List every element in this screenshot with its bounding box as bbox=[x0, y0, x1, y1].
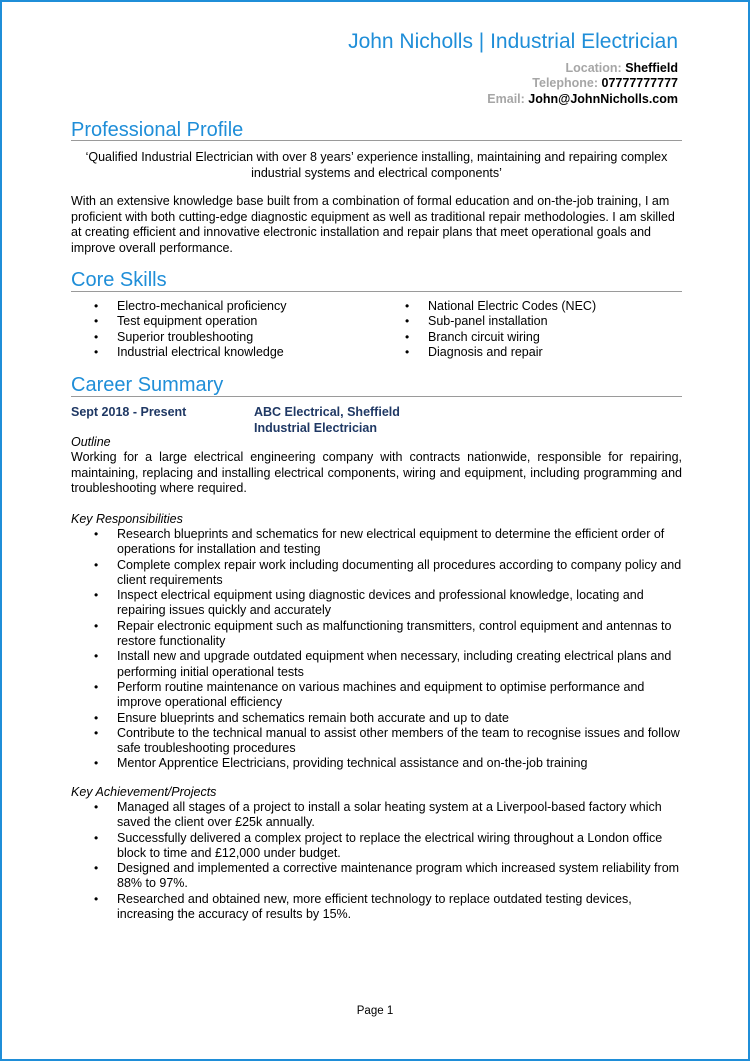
list-item: • Install new and upgrade outdated equipment when necessary, including creating electrical plans and performing initial operational tests bbox=[94, 649, 672, 679]
profile-summary: With an extensive knowledge base built from a combination of formal education and on-the-job training, I am proficient with both cutting-edge diagnostic equipment as well as traditional repair methodologies. I am skilled at creating efficient and innovative electronic installation and repair plans that meet operational goals and improve overall performance. bbox=[71, 194, 675, 255]
job-employer-block bbox=[254, 405, 400, 436]
bullet-icon: • bbox=[94, 830, 99, 845]
list-item: • Researched and obtained new, more efficient technology to replace outdated testing devices, increasing the accuracy of results by 15%. bbox=[94, 891, 632, 922]
achievements-label: Key Achievement/Projects bbox=[71, 785, 217, 799]
skill-item: • Superior troubleshooting bbox=[94, 329, 254, 344]
bullet-icon: • bbox=[94, 314, 99, 329]
list-item: • Contribute to the technical manual to assist other members of the team to recognise issues and follow safe troubleshooting procedures bbox=[94, 725, 680, 756]
skill-item: • Industrial electrical knowledge bbox=[94, 344, 284, 359]
bullet-icon: • bbox=[405, 344, 410, 359]
telephone-value: 07777777777 bbox=[601, 76, 678, 90]
email-label: Email: bbox=[487, 92, 525, 106]
telephone-line bbox=[532, 75, 678, 91]
bullet-icon: • bbox=[94, 891, 99, 906]
list-item: • Complete complex repair work including documenting all procedures according to company policy and client requirements bbox=[94, 557, 682, 587]
bullet-icon: • bbox=[94, 679, 99, 694]
bullet-icon: • bbox=[94, 649, 99, 664]
bullet-icon: • bbox=[94, 710, 99, 725]
telephone-label: Telephone: bbox=[532, 76, 599, 90]
bullet-icon: • bbox=[405, 299, 410, 313]
skills-list-right bbox=[382, 299, 672, 360]
list-item: • Successfully delivered a complex project to replace the electrical wiring throughout a London office block to time and £12,000 under budget. bbox=[94, 830, 663, 860]
bullet-icon: • bbox=[94, 756, 99, 771]
list-item: • Designed and implemented a corrective maintenance program which increased system reliability from 88% to 97%. bbox=[94, 861, 680, 891]
page-number: Page 1 bbox=[356, 1005, 394, 1017]
profile-heading: Professional Profile bbox=[71, 119, 244, 141]
responsibilities-label: Key Responsibilities bbox=[71, 512, 183, 526]
email-value: John@JohnNicholls.com bbox=[528, 92, 678, 106]
skill-item: • Diagnosis and repair bbox=[405, 344, 543, 359]
bullet-icon: • bbox=[94, 557, 99, 572]
career-heading: Career Summary bbox=[71, 374, 224, 396]
location-value: Sheffield bbox=[625, 61, 678, 75]
job-outline: Working for a large electrical engineering company with contracts nationwide, responsible for repairing, maintaining, replacing and installing electrical components, wiring and equipment, including programming and troubleshooting where required. bbox=[71, 450, 682, 495]
skills-divider bbox=[71, 291, 682, 292]
location-line bbox=[565, 60, 678, 76]
bullet-icon: • bbox=[94, 527, 99, 541]
skill-item: • Branch circuit wiring bbox=[405, 329, 540, 344]
bullet-icon: • bbox=[94, 299, 99, 313]
location-label: Location: bbox=[565, 61, 622, 75]
career-divider bbox=[71, 396, 682, 397]
bullet-icon: • bbox=[94, 344, 99, 359]
outline-label: Outline bbox=[71, 435, 111, 449]
skill-item: • Sub-panel installation bbox=[405, 314, 548, 329]
bullet-icon: • bbox=[94, 861, 99, 876]
list-item: • Ensure blueprints and schematics remain both accurate and up to date bbox=[94, 710, 509, 725]
responsibilities-list bbox=[71, 527, 682, 772]
list-item: • Research blueprints and schematics for new electrical equipment to determine the efficient order of operations for installation and testing bbox=[94, 527, 665, 557]
bullet-icon: • bbox=[94, 329, 99, 344]
skills-list-left bbox=[71, 299, 361, 360]
bullet-icon: • bbox=[94, 725, 99, 740]
bullet-icon: • bbox=[94, 588, 99, 603]
skill-item: • Test equipment operation bbox=[94, 314, 258, 329]
list-item: • Inspect electrical equipment using diagnostic devices and professional knowledge, locating and repairing issues quickly and accurately bbox=[94, 588, 644, 618]
skill-item: • National Electric Codes (NEC) bbox=[405, 299, 597, 313]
name-title: John Nicholls | Industrial Electrician bbox=[348, 30, 678, 53]
job-role: Industrial Electrician bbox=[254, 420, 377, 435]
profile-quote: ‘Qualified Industrial Electrician with over 8 years’ experience installing, maintaining and repairing complex industrial systems and electrical components’ bbox=[85, 150, 668, 180]
bullet-icon: • bbox=[405, 314, 410, 329]
list-item: • Repair electronic equipment such as malfunctioning transmitters, control equipment and antennas to restore functionality bbox=[94, 618, 672, 649]
skills-heading: Core Skills bbox=[71, 269, 167, 291]
achievements-list bbox=[71, 800, 682, 922]
list-item: • Managed all stages of a project to install a solar heating system at a Liverpool-based factory which saved the client over £25k annually. bbox=[94, 800, 662, 830]
profile-divider bbox=[71, 140, 682, 141]
job-dates: Sept 2018 - Present bbox=[71, 405, 187, 419]
email-line bbox=[487, 91, 678, 107]
list-item: • Perform routine maintenance on various machines and equipment to optimise performance and improve operational efficiency bbox=[94, 679, 645, 710]
bullet-icon: • bbox=[94, 800, 99, 814]
bullet-icon: • bbox=[94, 618, 99, 633]
bullet-icon: • bbox=[405, 329, 410, 344]
list-item: • Mentor Apprentice Electricians, providing technical assistance and on-the-job training bbox=[94, 756, 588, 771]
job-employer: ABC Electrical, Sheffield bbox=[254, 405, 400, 419]
skill-item: • Electro-mechanical proficiency bbox=[94, 299, 287, 313]
